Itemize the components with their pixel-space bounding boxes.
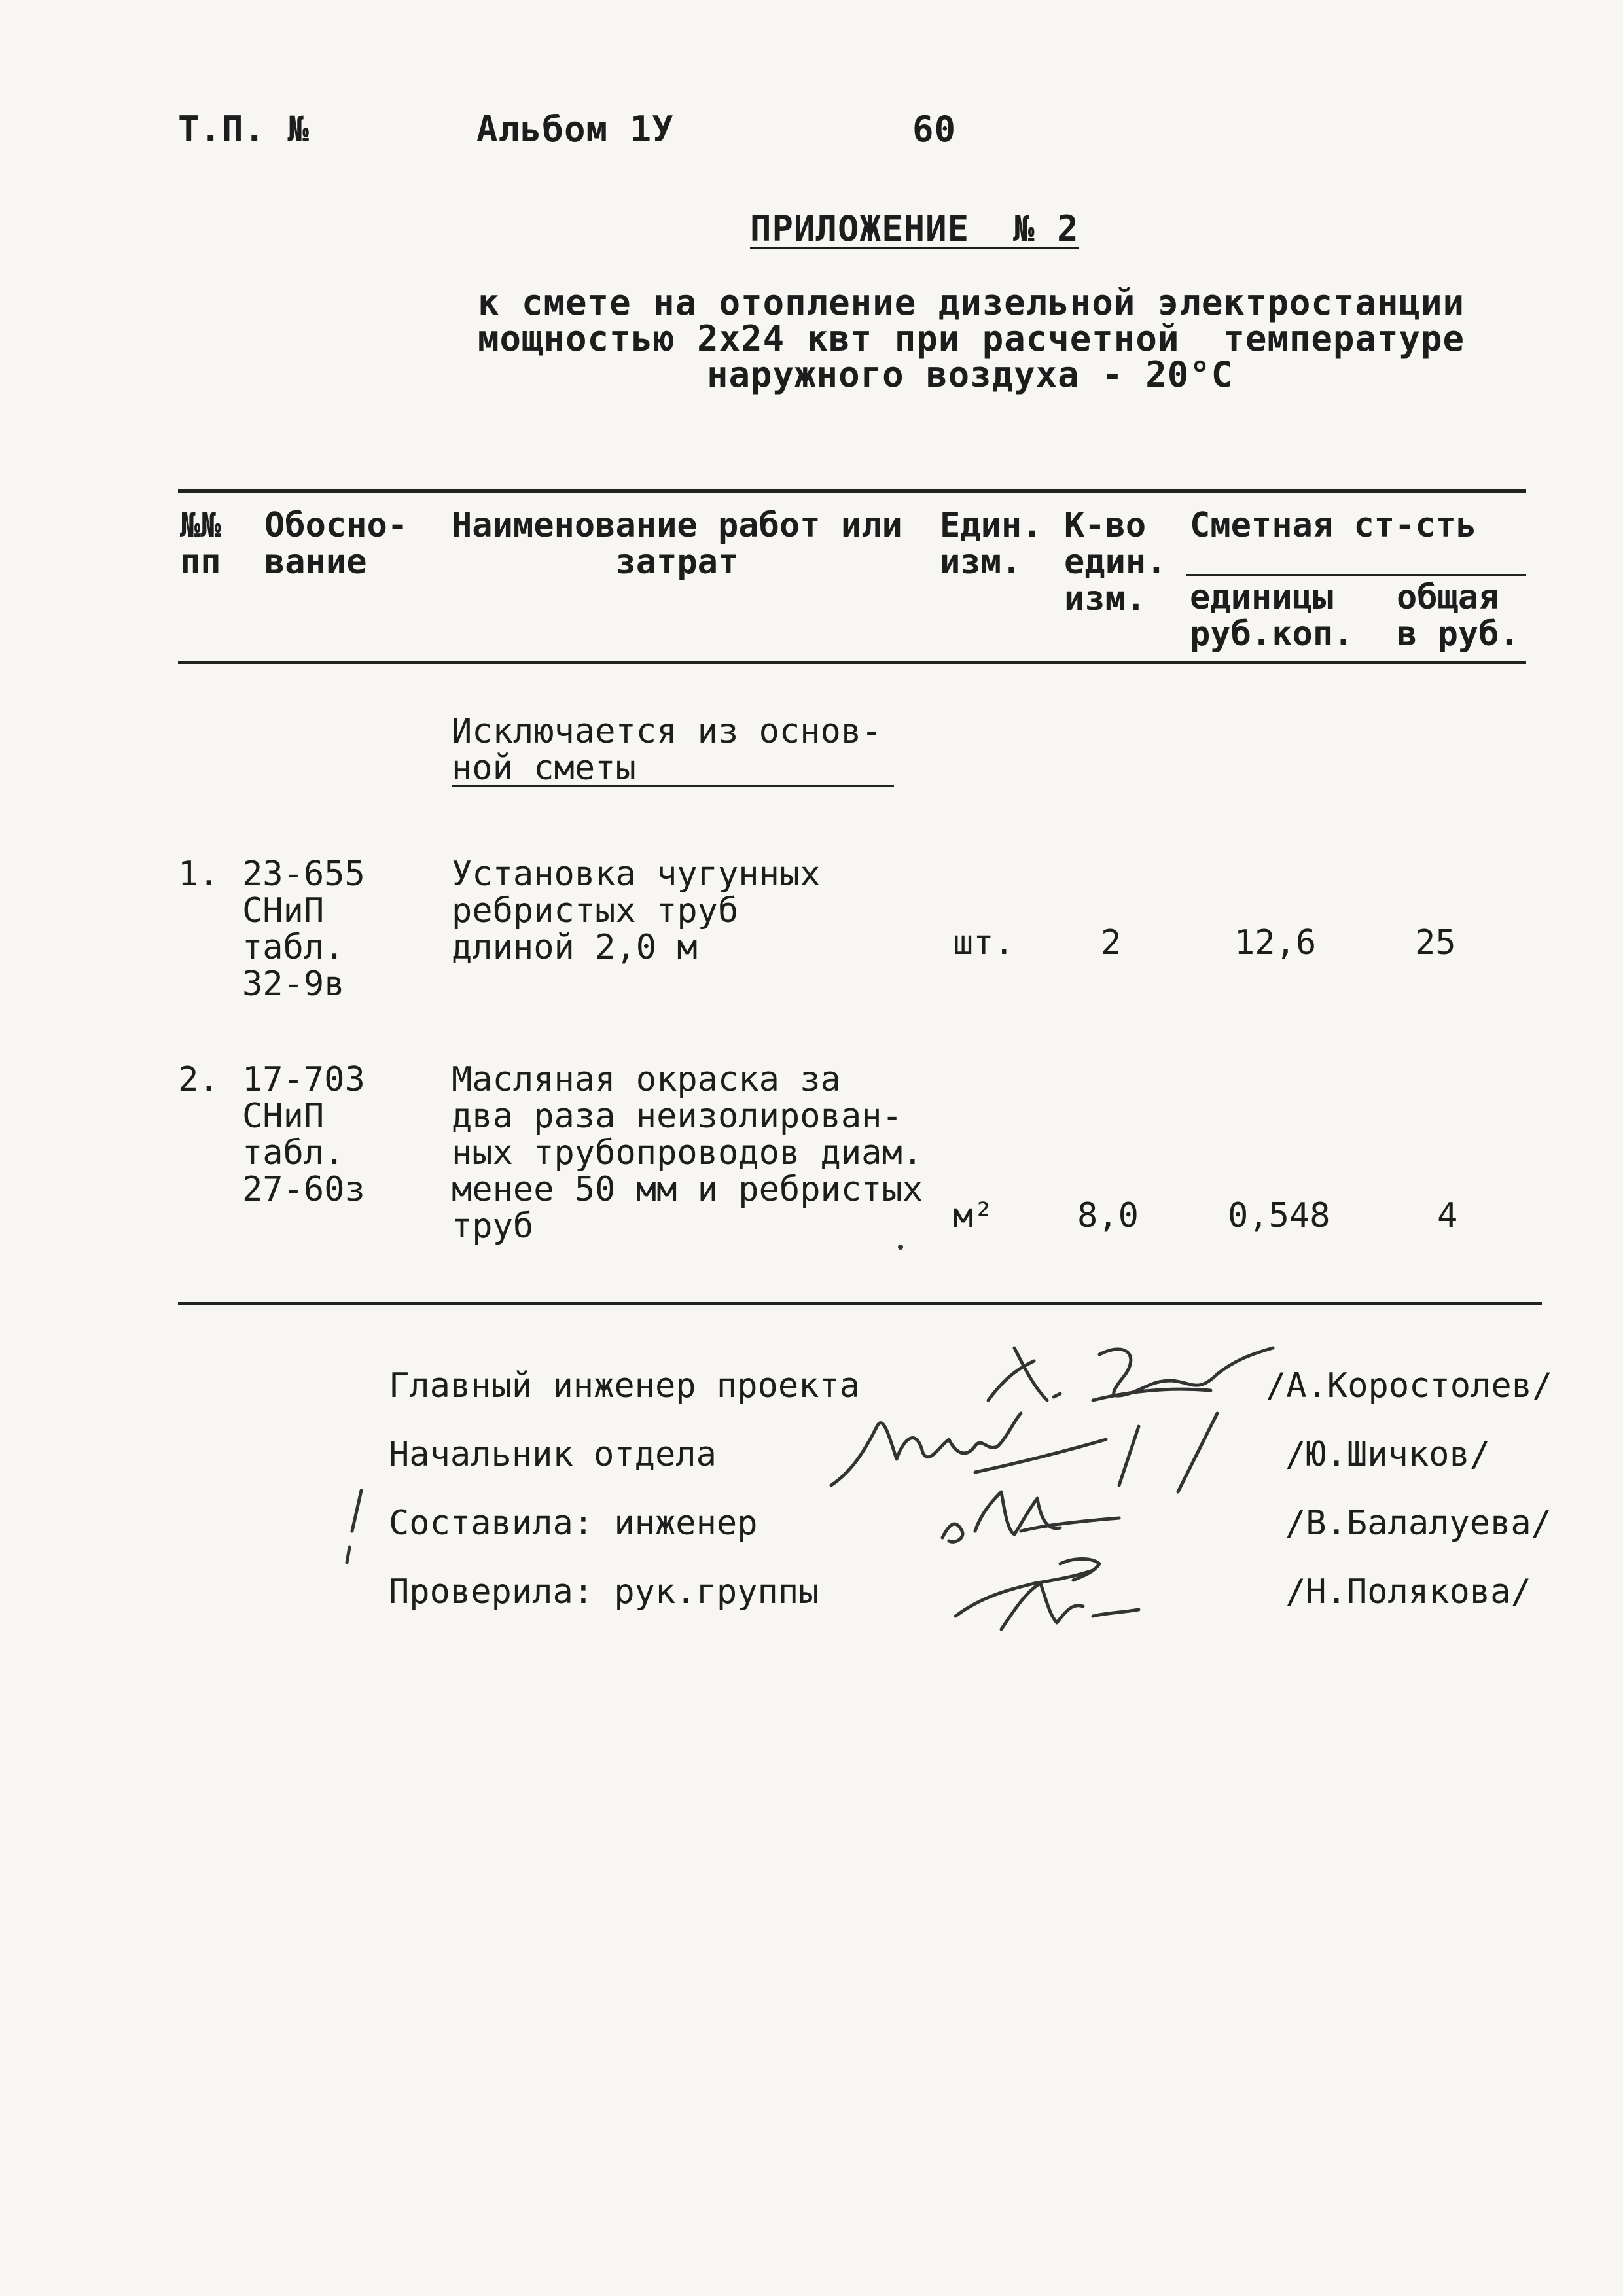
sig-name-checker: /Н.Полякова/ (1285, 1572, 1531, 1612)
row2-unit-cost: 0,548 (1228, 1196, 1330, 1235)
album-label: Альбом 1У (476, 109, 674, 150)
row2-basis: 17-703 СНиП табл. 27-60з (242, 1060, 365, 1209)
header-total: общая в руб. (1397, 578, 1520, 654)
sig-name-compiler: /В.Балалуева/ (1285, 1504, 1552, 1543)
ink-speck (898, 1245, 903, 1250)
header-cost: Сметная ст-сть (1190, 506, 1477, 545)
header-unit-cost: единицы руб.коп. (1190, 578, 1354, 654)
row2-qty: 8,0 (1077, 1196, 1139, 1235)
section-excluded: Исключается из основ- ной сметы (452, 712, 882, 788)
appendix-subtitle-line1: к смете на отопление дизельной электростанции (478, 282, 1465, 323)
row1-name: Установка чугунных ребристых труб длиной 2,0 м (452, 855, 821, 967)
margin-pen-mark (340, 1485, 366, 1570)
row1-num: 1. (178, 855, 219, 894)
header-unit: Един. изм. (940, 506, 1043, 582)
sig-name-chief-engineer: /А.Коростолев/ (1266, 1366, 1553, 1405)
row2-unit: м² (953, 1196, 994, 1235)
row2-num: 2. (178, 1060, 219, 1099)
cost-subheader-rule (1186, 574, 1526, 576)
appendix-title: ПРИЛОЖЕНИЕ № 2 (750, 208, 1079, 249)
header-name: Наименование работ или затрат (452, 506, 902, 582)
appendix-subtitle-line2: мощностью 2х24 квт при расчетной температуре (478, 318, 1465, 359)
appendix-subtitle-line3: наружного воздуха - 20°С (707, 354, 1234, 395)
table-top-rule (178, 489, 1526, 493)
row2-name: Масляная окраска за два раза неизолирован- ных трубопроводов диам. менее 50 мм и ребристых труб (452, 1060, 923, 1246)
section-underline (452, 785, 894, 787)
table-header-bottom-rule (178, 661, 1526, 664)
sig-role-chief-engineer: Главный инженер проекта (389, 1366, 861, 1405)
row1-basis: 23-655 СНиП табл. 32-9в (242, 855, 365, 1004)
header-basis: Обосно- вание (264, 506, 408, 582)
header-qty: К-во един. изм. (1064, 506, 1167, 618)
row2-total: 4 (1437, 1196, 1458, 1235)
row1-qty: 2 (1101, 923, 1122, 963)
sig-role-checker: Проверила: рук.группы (389, 1572, 819, 1612)
row1-unit: шт. (953, 923, 1014, 963)
sig-name-dept-head: /Ю.Шичков/ (1285, 1435, 1491, 1474)
header-num: №№ пп (180, 506, 221, 582)
signature-checker (942, 1544, 1152, 1642)
row1-total: 25 (1415, 923, 1456, 963)
tp-label: Т.П. № (178, 109, 310, 150)
row1-unit-cost: 12,6 (1234, 923, 1317, 963)
page-number: 60 (912, 109, 957, 150)
sig-role-compiler: Составила: инженер (389, 1504, 758, 1543)
table-bottom-rule (178, 1302, 1542, 1305)
sig-role-dept-head: Начальник отдела (389, 1435, 717, 1474)
